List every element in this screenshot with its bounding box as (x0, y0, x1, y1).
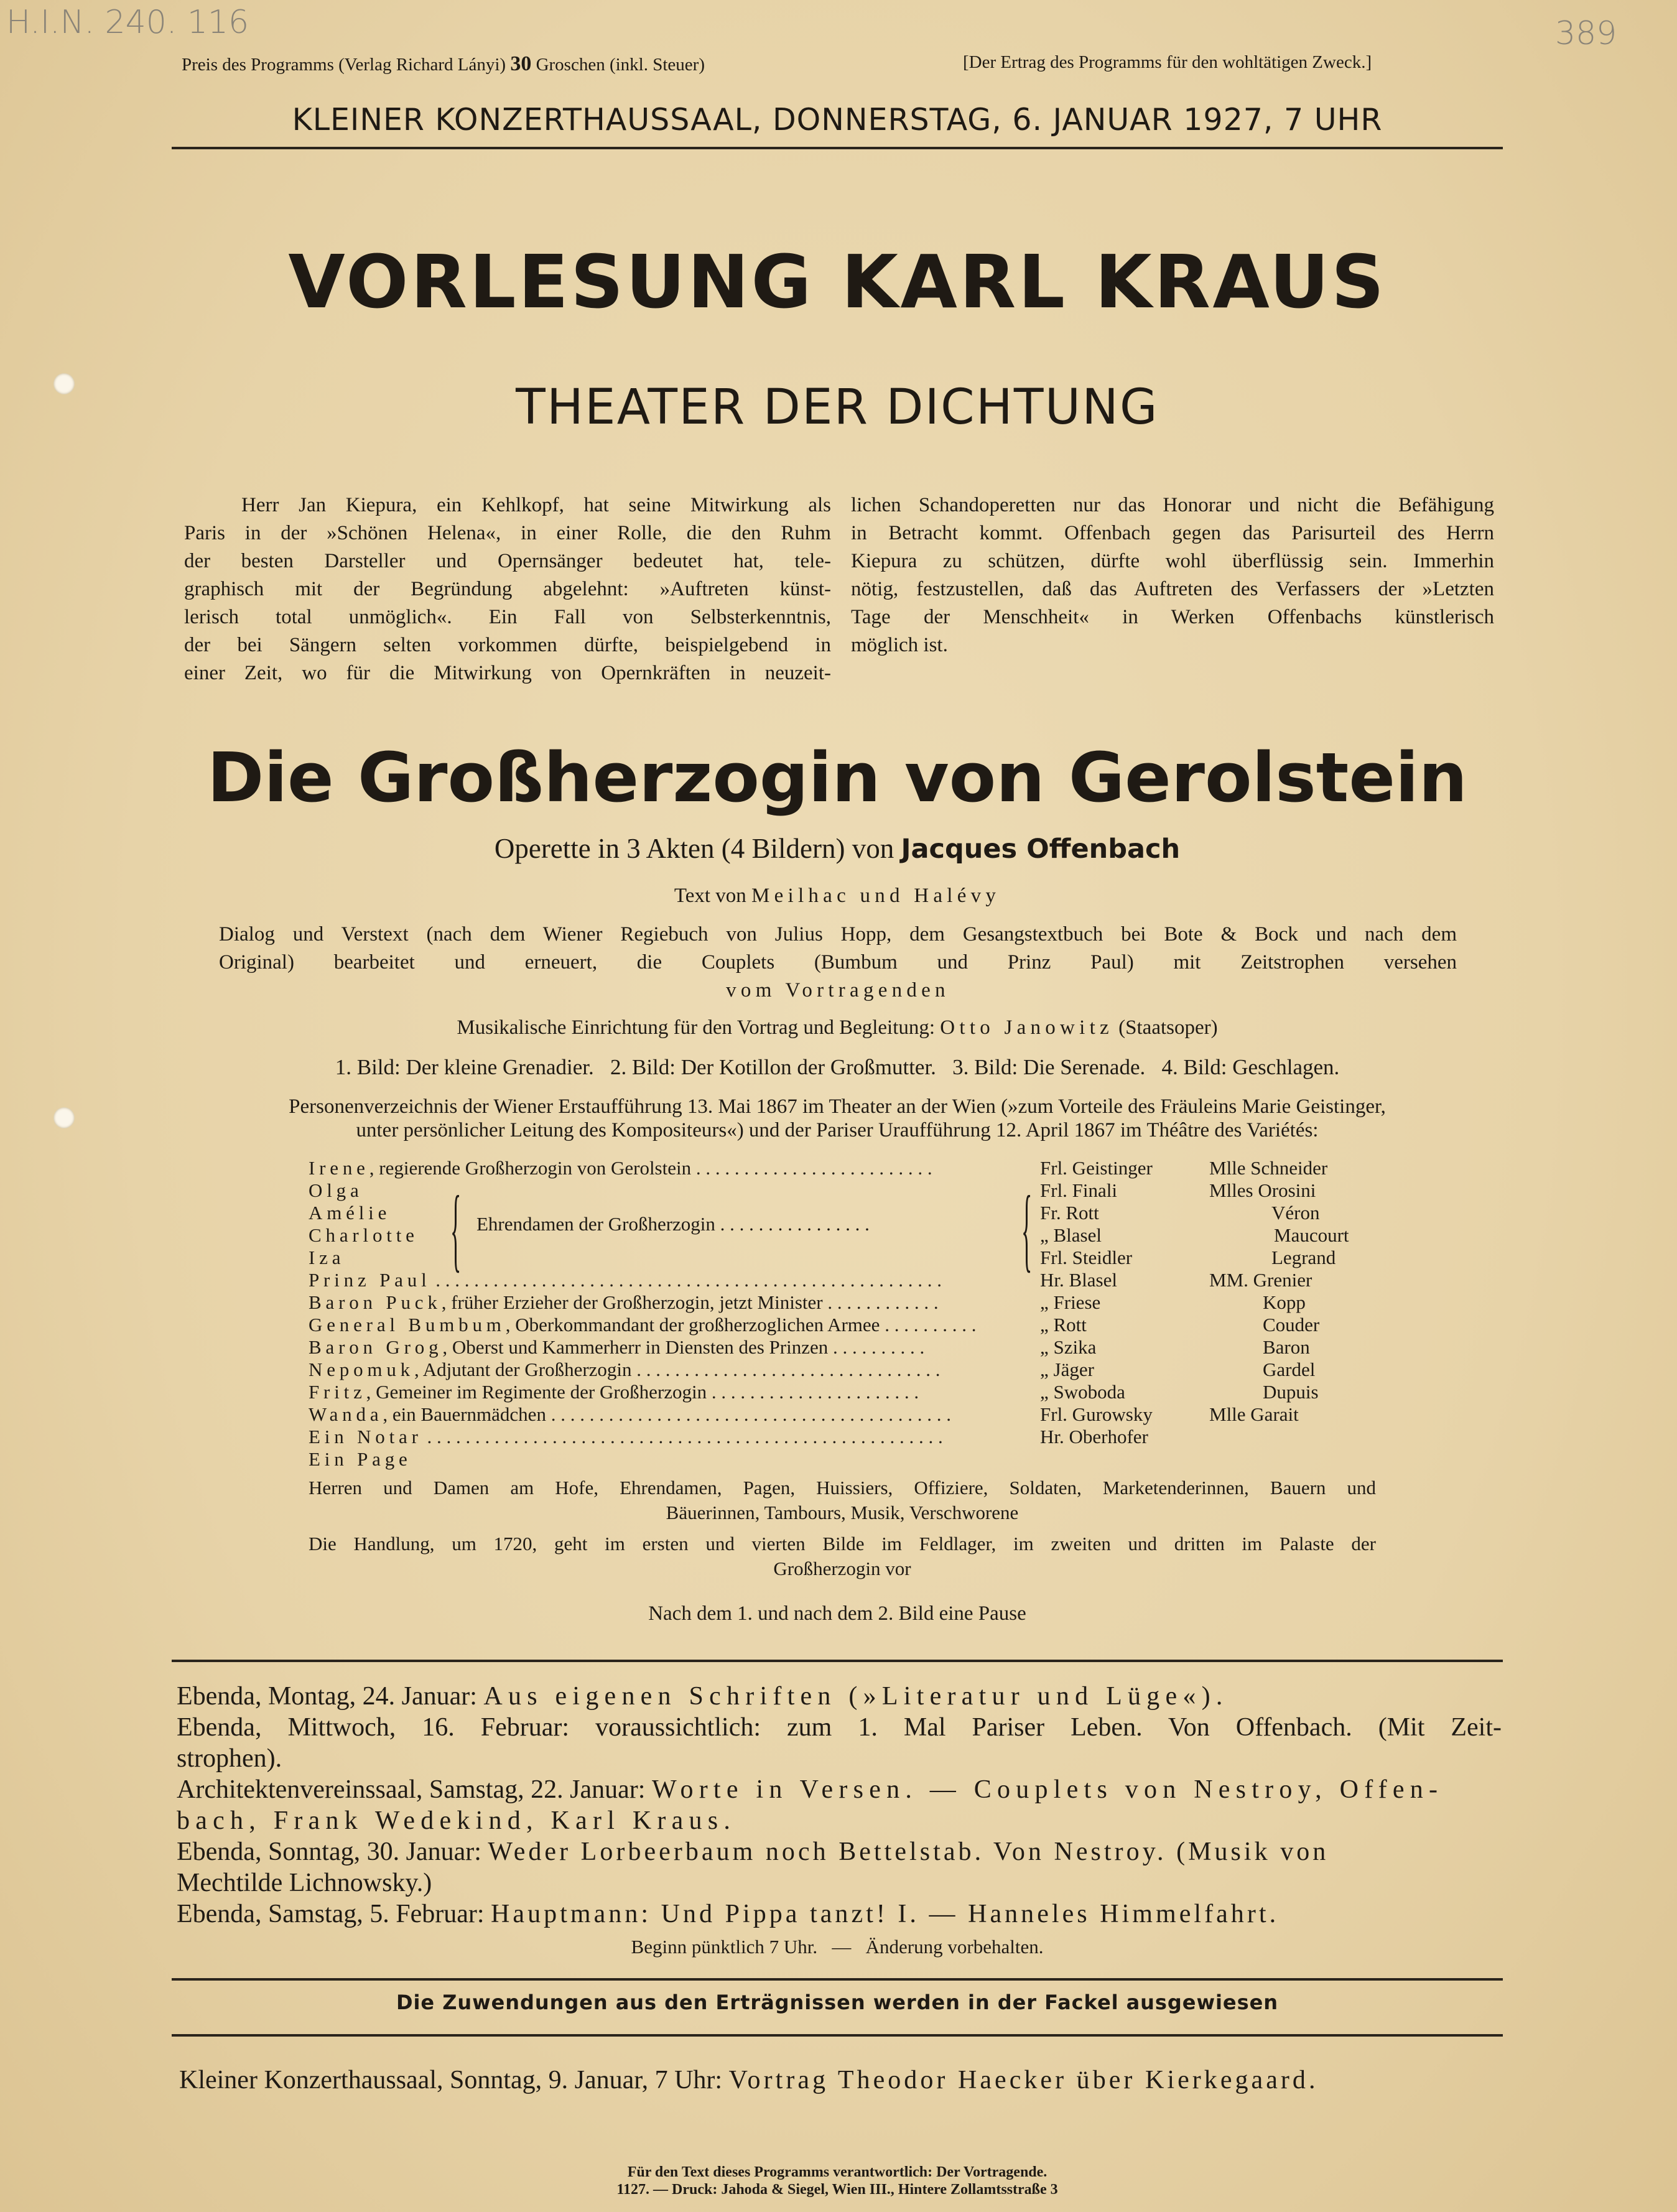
event-text: Aus eigenen Schriften (»Literatur und Lüge«). (483, 1682, 1229, 1711)
cast-vienna: Frl. Finali (1040, 1179, 1118, 1201)
price-amount: 30 (510, 52, 532, 75)
cast-vienna: Hr. Oberhofer (1040, 1426, 1148, 1448)
event-text: Worte in Versen. — Couplets von Nestroy, Offen- (651, 1775, 1444, 1804)
cast-paris: Couder (1263, 1314, 1320, 1336)
role-name: Olga (309, 1179, 363, 1201)
role-name: General Bumbum (309, 1314, 506, 1336)
fackel-note: Die Zuwendungen aus den Erträgnissen werden in der Fackel ausgewiesen (396, 1991, 1278, 2014)
proceeds-note: [Der Ertrag des Programms für den wohltätigen Zweck.] (963, 52, 1372, 72)
venue-line: KLEINER KONZERTHAUSSAAL, DONNERSTAG, 6. JANUAR 1927, 7 UHR (292, 102, 1383, 137)
cast-intro-line: unter persönlicher Leitung des Kompositeurs«) und der Pariser Uraufführung 12. April 1867 im Théâtre des Variétés: (356, 1119, 1319, 1141)
role-desc: , Oberst und Kammerherr in Diensten des Prinzen (442, 1336, 829, 1358)
cast-vienna: „ Friese (1040, 1291, 1101, 1313)
page-subtitle: THEATER DER DICHTUNG (516, 379, 1159, 435)
imprint-line: 1127. — Druck: Jahoda & Siegel, Wien III., Hintere Zollamtsstraße 3 (616, 2182, 1058, 2198)
event-lead: Ebenda, Montag, 24. Januar: (177, 1682, 477, 1711)
imprint-line: Für den Text dieses Programms verantwortlich: Der Vortragende. (627, 2164, 1048, 2180)
fackel-top-rule (172, 1978, 1503, 1981)
notice-line: der bei Sängern selten vorkommen dürfte, beispielgebend in (184, 634, 831, 656)
music-line (172, 1016, 1503, 1039)
notice-right-column (851, 491, 1494, 659)
next-lecture-text: Vortrag Theodor Haecker über Kierkegaard. (728, 2066, 1319, 2094)
notice-left-column (184, 491, 831, 687)
cast-row (309, 1247, 1043, 1268)
setting-line: Die Handlung, um 1720, geht im ersten und vierten Bilde im Feldlager, im zweiten und dritten im Palaste der (309, 1533, 1376, 1554)
cast-vienna: Frl. Gurowsky (1040, 1403, 1153, 1425)
event-lead: Ebenda, Sonntag, 30. Januar: (177, 1838, 481, 1866)
music-name: Otto Janowitz (940, 1016, 1113, 1039)
role-desc: , früher Erzieher der Großherzogin, jetzt Minister (441, 1291, 823, 1313)
cast-row: Prinz Paul . . . . . . . . . . . . . . . . . . . . . . . . . . . . . . . . . . . . . . . . . . . . . . . . . . . . . (309, 1269, 942, 1291)
adaptation-line: Dialog und Verstext (nach dem Wiener Regiebuch von Julius Hopp, dem Gesangstextbuch bei Bote & Bock und nach dem (219, 923, 1457, 946)
setting-note (309, 1531, 1376, 1581)
text-prefix: Text von (674, 885, 746, 907)
event-lead: Ebenda, Samstag, 5. Februar: (177, 1900, 485, 1928)
cast-paris: Véron (1271, 1202, 1320, 1224)
music-suffix: (Staatsoper) (1118, 1016, 1218, 1039)
ladies-group-label: Ehrendamen der Großherzogin . . . . . . . . . . . . . . . . (476, 1213, 870, 1235)
librettists: Meilhac und Halévy (751, 885, 1001, 907)
notice-line: der besten Darsteller und Opernsänger bedeutet hat, tele- (184, 550, 831, 572)
ladies-group-text: Ehrendamen der Großherzogin (476, 1213, 715, 1235)
role-name: Baron Grog (309, 1336, 443, 1358)
role-name: Ein Notar (309, 1426, 422, 1448)
role-name: Prinz Paul (309, 1269, 431, 1291)
role-name: Baron Puck (309, 1291, 442, 1313)
adaptation-line: vom Vortragenden (726, 979, 950, 1001)
work-genre-line (172, 832, 1503, 865)
start-note: Beginn pünktlich 7 Uhr. — Änderung vorbehalten. (631, 1936, 1044, 1958)
cast-paris: Gardel (1263, 1359, 1316, 1380)
role-name: Charlotte (309, 1224, 419, 1246)
pause-note: Nach dem 1. und nach dem 2. Bild eine Pause (648, 1602, 1026, 1625)
event-3 (177, 1774, 1443, 1836)
event-cont: Mechtilde Lichnowsky.) (177, 1869, 432, 1897)
role-name: Nepomuk (309, 1359, 414, 1380)
brace-left: { (450, 1176, 462, 1281)
music-prefix: Musikalische Einrichtung für den Vortrag und Begleitung: (457, 1016, 936, 1039)
next-lecture-lead: Kleiner Konzerthaussaal, Sonntag, 9. Januar, 7 Uhr: (179, 2066, 723, 2094)
price-suffix: Groschen (inkl. Steuer) (536, 55, 705, 75)
librettists-line (172, 885, 1503, 908)
event-text: voraussichtlich: zum 1. Mal Pariser Leben. Von Offenbach. (Mit Zeit- (595, 1713, 1502, 1742)
work-genre: Operette in 3 Akten (4 Bildern) von (494, 833, 894, 864)
cast-row: Irene, regierende Großherzogin von Gerolstein . . . . . . . . . . . . . . . . . . . . . . . . . (309, 1157, 932, 1179)
event-4 (177, 1836, 1329, 1898)
event-1 (177, 1681, 1229, 1712)
cast-vienna: „ Jäger (1040, 1359, 1094, 1380)
role-name: Ein Page (309, 1448, 412, 1470)
event-cont: bach, Frank Wedekind, Karl Kraus. (177, 1806, 736, 1835)
adaptation-note (219, 921, 1457, 1005)
extras-note (309, 1475, 1376, 1525)
fackel-bottom-rule (172, 2034, 1503, 2037)
page-title: VORLESUNG KARL KRAUS (288, 239, 1387, 325)
cast-paris: MM. Grenier (1209, 1269, 1312, 1291)
role-desc: , regierende Großherzogin von Gerolstein (369, 1157, 692, 1179)
adaptation-line: Original) bearbeitet und erneuert, die Couplets (Bumbum und Prinz Paul) mit Zeitstrophen versehen (219, 951, 1457, 974)
notice-line: graphisch mit der Begründung abgelehnt: »Auftreten künst- (184, 578, 831, 600)
next-lecture (179, 2065, 1319, 2095)
cast-vienna: Frl. Steidler (1040, 1247, 1133, 1268)
cast-row: Wanda, ein Bauernmädchen . . . . . . . . . . . . . . . . . . . . . . . . . . . . . . . . . . . . . . . . . . (309, 1403, 951, 1425)
notice-line: lerisch total unmöglich«. Ein Fall von Selbsterkenntnis, (184, 606, 831, 628)
notice-line: in Betracht kommt. Offenbach gegen das Parisurteil des Herrn (851, 522, 1494, 544)
cast-vienna: Frl. Geistinger (1040, 1157, 1153, 1179)
cast-row: Ein Notar . . . . . . . . . . . . . . . . . . . . . . . . . . . . . . . . . . . . . . . . . . . . . . . . . . . . . . (309, 1426, 943, 1448)
work-title: Die Großherzogin von Gerolstein (207, 738, 1467, 817)
role-name: Wanda (309, 1403, 383, 1425)
role-name: Amélie (309, 1202, 391, 1224)
role-desc: , Gemeiner im Regimente der Großherzogin (366, 1381, 707, 1403)
work-composer: Jacques Offenbach (901, 834, 1181, 865)
cast-paris: Mlles Orosini (1209, 1179, 1316, 1201)
role-name: Iza (309, 1247, 345, 1268)
notice-line: Paris in der »Schönen Helena«, in einer Rolle, die den Ruhm (184, 522, 831, 544)
scenes-line: 1. Bild: Der kleine Grenadier. 2. Bild: Der Kotillon der Großmutter. 3. Bild: Die Serenade. 4. Bild: Geschlagen. (335, 1055, 1340, 1079)
notice-line: möglich ist. (851, 634, 948, 656)
role-desc: , ein Bauernmädchen (383, 1403, 546, 1425)
cast-vienna: Hr. Blasel (1040, 1269, 1117, 1291)
cast-paris: Dupuis (1263, 1381, 1319, 1403)
cast-row (309, 1179, 1043, 1201)
event-lead: Ebenda, Mittwoch, 16. Februar: (177, 1713, 570, 1742)
cast-row: Baron Grog, Oberst und Kammerherr in Diensten des Prinzen . . . . . . . . . . (309, 1336, 925, 1358)
cast-paris: Kopp (1263, 1291, 1306, 1313)
price-text: Preis des Programms (Verlag Richard Lányi) (182, 55, 506, 75)
cast-vienna: „ Blasel (1040, 1224, 1102, 1246)
cast-vienna: „ Swoboda (1040, 1381, 1125, 1403)
punch-hole-top (53, 373, 75, 394)
archive-signature: H.I.N. 240. 116 (6, 4, 249, 41)
notice-line: Tage der Menschheit« in Werken Offenbachs künstlerisch (851, 606, 1494, 628)
role-desc: , Adjutant der Großherzogin (414, 1359, 632, 1380)
cast-vienna: „ Szika (1040, 1336, 1097, 1358)
price-line (182, 52, 705, 76)
setting-line: Großherzogin vor (773, 1558, 911, 1579)
event-text: Weder Lorbeerbaum noch Bettelstab. Von Nestroy. (Musik von (488, 1838, 1329, 1866)
cast-intro (172, 1095, 1503, 1142)
notice-line: nötig, festzustellen, daß das Auftreten des Verfassers der »Letzten (851, 578, 1494, 600)
event-5 (177, 1898, 1279, 1930)
cast-paris: Maucourt (1274, 1224, 1349, 1246)
role-desc: , Oberkommandant der großherzoglichen Armee (505, 1314, 880, 1336)
cast-paris: Mlle Garait (1209, 1403, 1299, 1425)
brace-right: { (1021, 1176, 1033, 1281)
role-name: Irene (309, 1157, 369, 1179)
role-name: Fritz (309, 1381, 366, 1403)
notice-line: Kiepura zu schützen, dürfte wohl überflüssig sein. Immerhin (851, 550, 1494, 572)
cast-intro-line: Personenverzeichnis der Wiener Erstaufführung 13. Mai 1867 im Theater an der Wien (»zum Vorteile des Fräuleins Marie Geistinger, (289, 1095, 1386, 1118)
event-text: Hauptmann: Und Pippa tanzt! I. — Hanneles Himmelfahrt. (491, 1900, 1280, 1928)
cast-vienna: „ Rott (1040, 1314, 1087, 1336)
event-lead: Architektenvereinssaal, Samstag, 22. Januar: (177, 1775, 646, 1804)
extras-line: Bäuerinnen, Tambours, Musik, Verschworene (666, 1502, 1019, 1523)
cast-row (309, 1448, 1043, 1470)
cast-vienna: Fr. Rott (1040, 1202, 1099, 1224)
header-rule (172, 147, 1503, 149)
notice-line: lichen Schandoperetten nur das Honorar und nicht die Befähigung (851, 494, 1494, 516)
imprint (172, 2163, 1503, 2198)
cast-paris: Baron (1263, 1336, 1310, 1358)
event-cont: strophen). (177, 1744, 282, 1773)
cast-paris: Legrand (1271, 1247, 1336, 1268)
page-number: 389 (1555, 15, 1617, 52)
notice-line: Herr Jan Kiepura, ein Kehlkopf, hat seine Mitwirkung als (241, 494, 831, 516)
cast-row: Baron Puck, früher Erzieher der Großherzogin, jetzt Minister . . . . . . . . . . . . (309, 1291, 939, 1313)
event-2 (177, 1712, 1502, 1774)
cast-paris: Mlle Schneider (1209, 1157, 1328, 1179)
extras-line: Herren und Damen am Hofe, Ehrendamen, Pagen, Huissiers, Offiziere, Soldaten, Marketenderinnen, Bauern und (309, 1477, 1376, 1499)
cast-row: General Bumbum, Oberkommandant der großherzoglichen Armee . . . . . . . . . . (309, 1314, 977, 1336)
notice-line: einer Zeit, wo für die Mitwirkung von Opernkräften in neuzeit- (184, 662, 831, 684)
punch-hole-bottom (53, 1107, 75, 1128)
cast-row: Fritz, Gemeiner im Regimente der Großherzogin . . . . . . . . . . . . . . . . . . . . . . (309, 1381, 919, 1403)
cast-row: Nepomuk, Adjutant der Großherzogin . . . . . . . . . . . . . . . . . . . . . . . . . . . . . . . . (309, 1359, 941, 1380)
events-top-rule (172, 1660, 1503, 1662)
